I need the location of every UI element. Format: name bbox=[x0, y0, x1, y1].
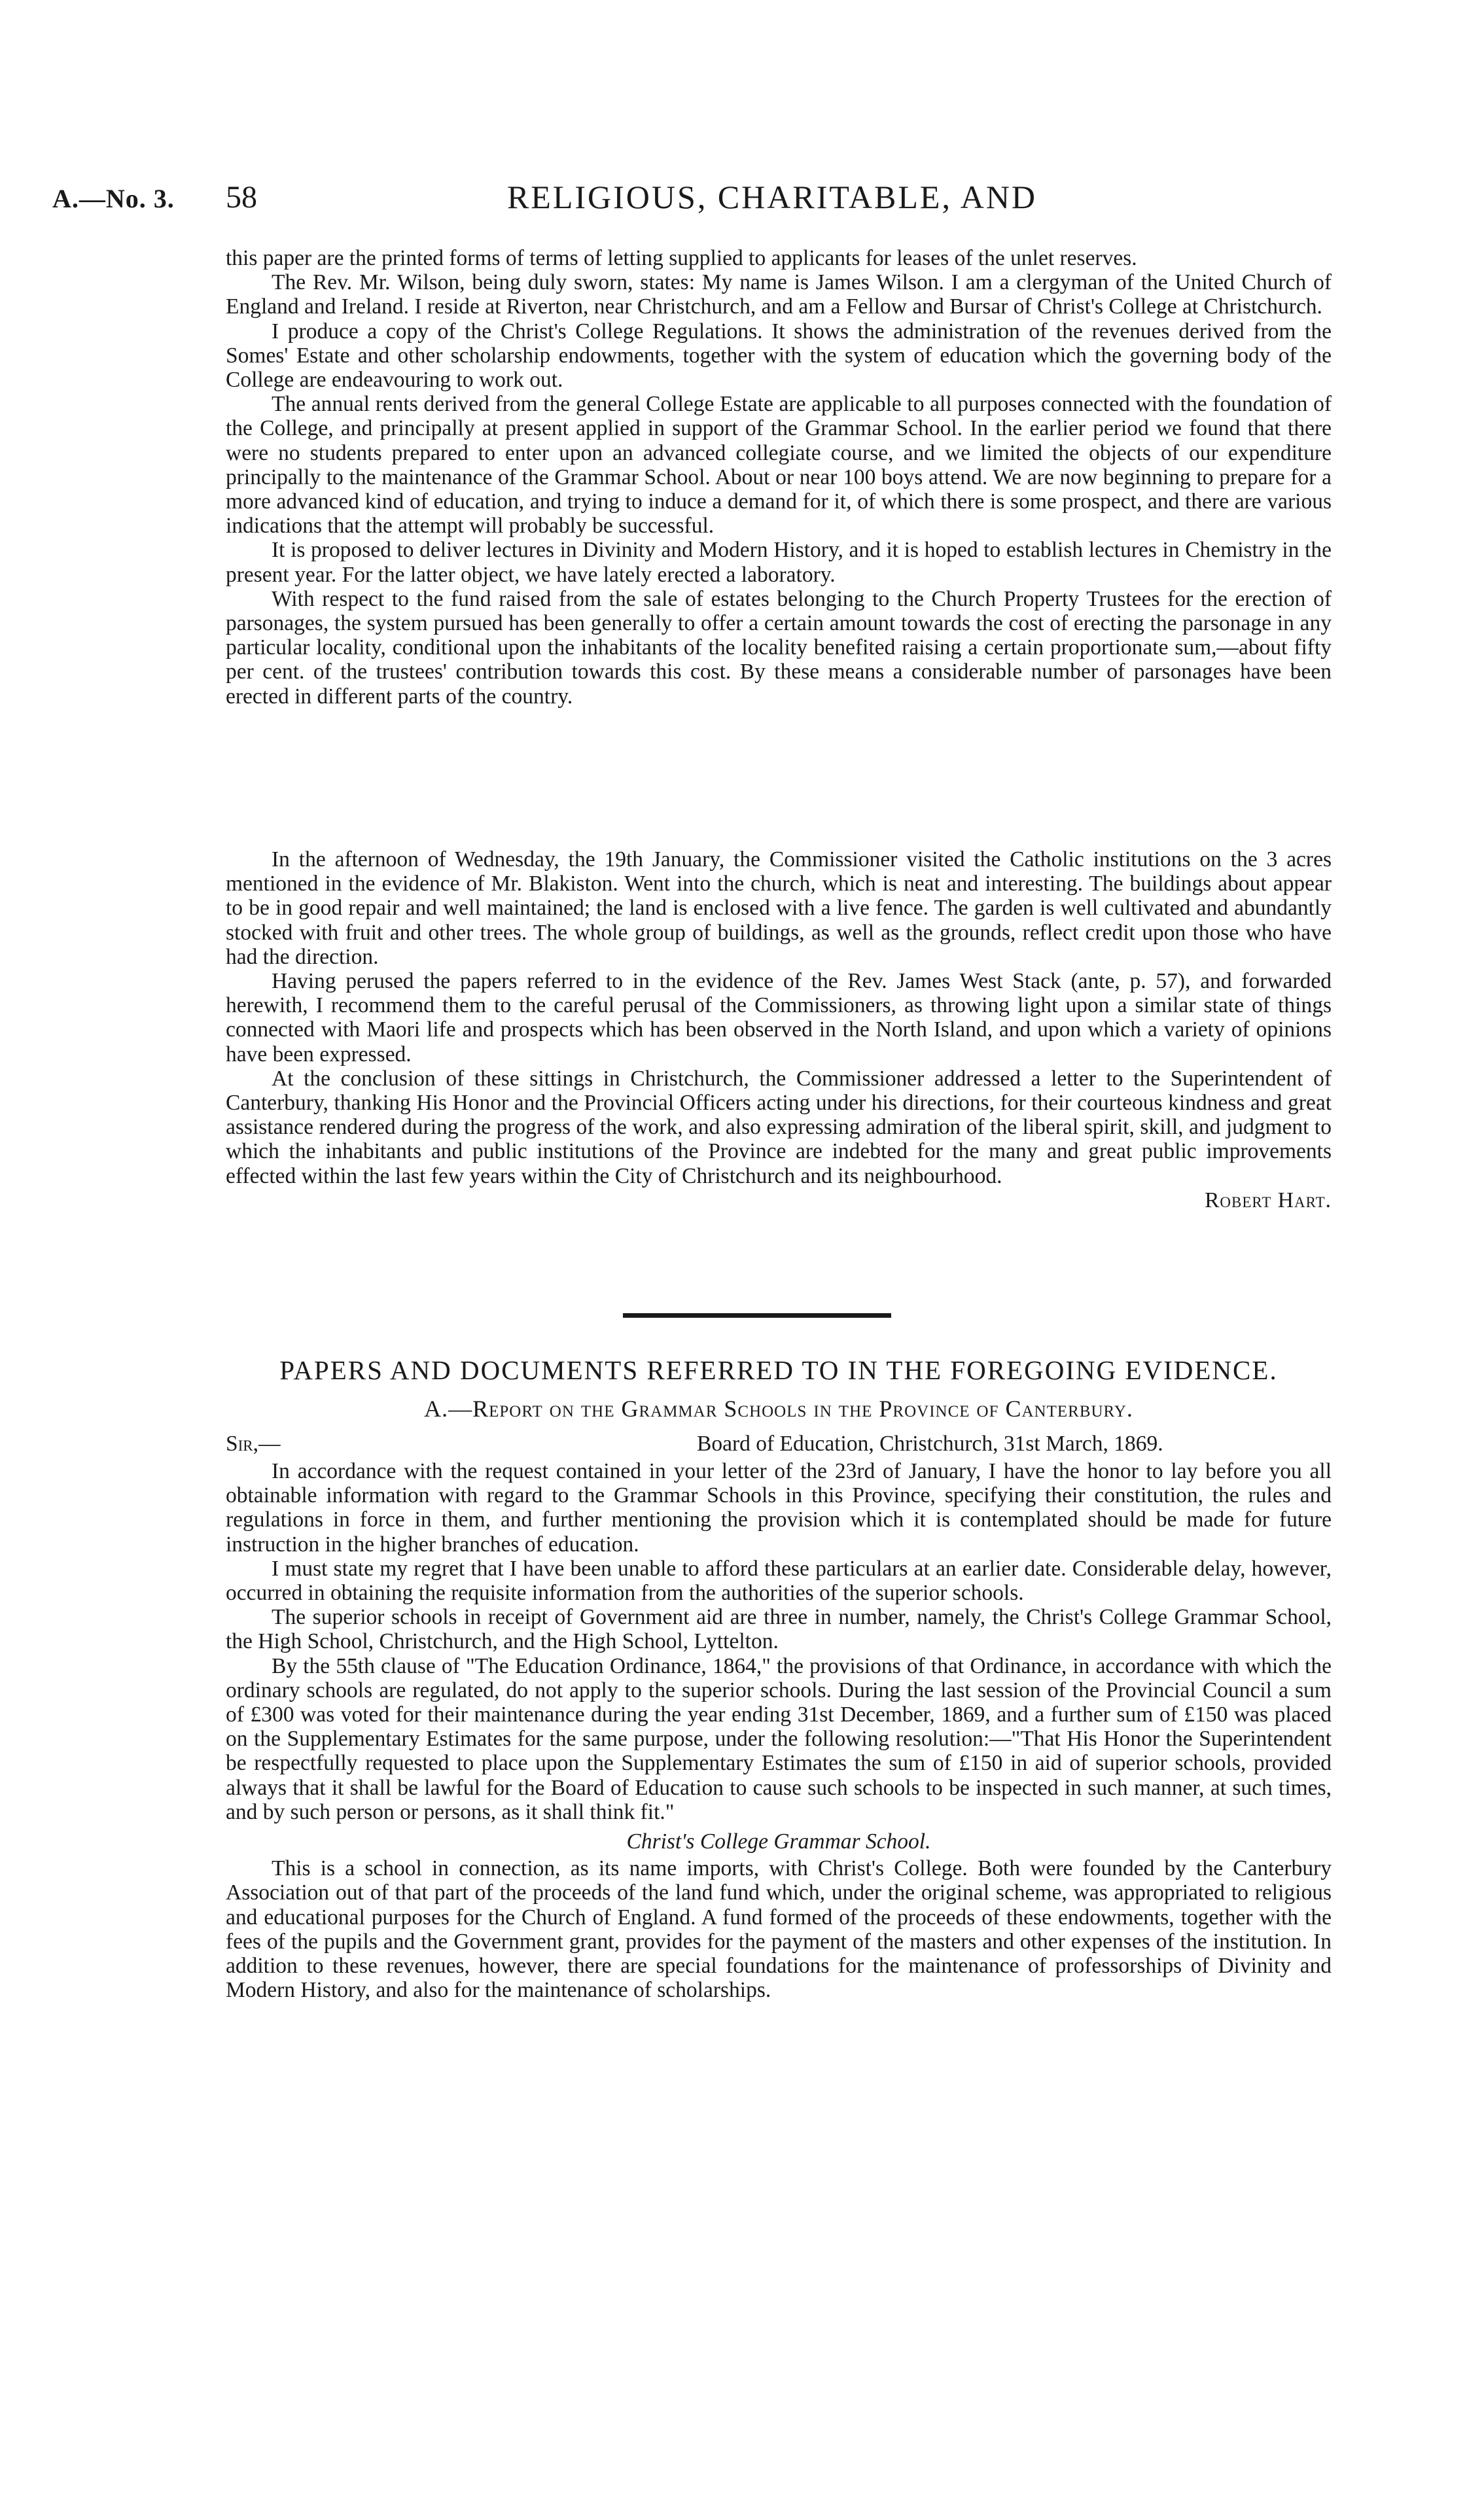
report-body bbox=[226, 1459, 1332, 2002]
paragraph: At the conclusion of these sittings in Christchurch, the Commissioner addressed a letter to the Superintendent of Canterbury, thanking His Honor and the Provincial Officers acting under his directions, for their courteous kindness and great assistance rendered during the progress of the work, and also expressing admiration of the liberal spirit, skill, and judgment to which the inhabitants and public institutions of the Province are indebted for the many and great public improvements effected within the last few years within the City of Christchurch and its neighbourhood. bbox=[226, 1066, 1332, 1188]
running-title: RELIGIOUS, CHARITABLE, AND bbox=[506, 179, 1038, 215]
letter-place-date: Board of Education, Christchurch, 31st March, 1869. bbox=[697, 1432, 1163, 1456]
paragraph: In the afternoon of Wednesday, the 19th January, the Commissioner visited the Catholic institutions on the 3 acres mentioned in the evidence of Mr. Blakiston. Went into the church, which is neat and interesting. The buildings about appear to be in good repair and well maintained; the land is enclosed with a live fence. The garden is well cultivated and abundantly stocked with fruit and other trees. The whole group of buildings, as well as the grounds, reflect credit upon those who have had the direction. bbox=[226, 847, 1332, 969]
paragraph: By the 55th clause of "The Education Ordinance, 1864," the provisions of that Ordinance, in accordance with which the ordinary schools are regulated, do not apply to the superior schools. During the last session of the Provincial Council a sum of £300 was voted for their maintenance during the year ending 31st December, 1869, and a further sum of £150 was placed on the Supplementary Estimates for the same purpose, under the following resolution:—"That His Honor the Superintendent be respectfully requested to place upon the Supplementary Estimates the sum of £150 in aid of superior schools, provided always that it shall be lawful for the Board of Education to cause such schools to be inspected in such manner, at such times, and by such person or persons, as it shall think fit." bbox=[226, 1653, 1332, 1824]
paragraph: In accordance with the request contained in your letter of the 23rd of January, I have the honor to lay before you all obtainable information with regard to the Grammar Schools in this Province, specifying their constitution, the rules and regulations in force in them, and further mentioning the provision which it is contemplated should be made for future instruction in the higher branches of education. bbox=[226, 1459, 1332, 1557]
section-divider bbox=[623, 1313, 891, 1318]
section-title: PAPERS AND DOCUMENTS REFERRED TO IN THE FOREGOING EVIDENCE. bbox=[279, 1355, 1278, 1385]
report-title bbox=[226, 1395, 1332, 1422]
report-title-text: Report on the Grammar Schools in the Province of Canterbury. bbox=[472, 1396, 1133, 1422]
salutation: Sir,— bbox=[226, 1432, 281, 1456]
paragraph: Having perused the papers referred to in the evidence of the Rev. James West Stack (ante, p. 57), and forwarded herewith, I recommend them to the careful perusal of the Commissioners, as throwing light upon a similar state of things connected with Maori life and prospects which has been observed in the North Island, and upon which a variety of opinions have been expressed. bbox=[226, 969, 1332, 1067]
page-header bbox=[52, 178, 1400, 217]
paragraph: I produce a copy of the Christ's College Regulations. It shows the administration of the revenues derived from the Somes' Estate and other scholarship endowments, together with the system of education which the governing body of the College are endeavouring to work out. bbox=[226, 319, 1332, 393]
signature: Robert Hart. bbox=[1205, 1188, 1332, 1212]
paragraph: With respect to the fund raised from the sale of estates belonging to the Church Property Trustees for the erection of parsonages, the system pursued has been generally to offer a certain amount towards the cost of erecting the parsonage in any particular locality, conditional upon the inhabitants of the locality benefited raising a certain proportionate sum,—about fifty per cent. of the trustees' contribution towards this cost. By these means a considerable number of parsonages have been erected in different parts of the country. bbox=[226, 586, 1332, 709]
paragraph: It is proposed to deliver lectures in Divinity and Modern History, and it is hoped to establish lectures in Chemistry in the present year. For the latter object, we have lately erected a laboratory. bbox=[226, 538, 1332, 587]
paragraph: I must state my regret that I have been unable to afford these particulars at an earlier date. Considerable delay, however, occurred in obtaining the requisite information from the authorities of the superior schools. bbox=[226, 1556, 1332, 1606]
report-prefix: A.— bbox=[424, 1396, 473, 1422]
evidence-block bbox=[226, 246, 1332, 709]
document-reference: A.—No. 3. bbox=[52, 184, 175, 213]
paragraph: The Rev. Mr. Wilson, being duly sworn, states: My name is James Wilson. I am a clergyman of the United Church of England and Ireland. I reside at Riverton, near Christchurch, and am a Fellow and Bursar of Christ's College at Christchurch. bbox=[226, 270, 1332, 319]
page-number: 58 bbox=[226, 180, 257, 215]
paragraph: The annual rents derived from the general College Estate are applicable to all purposes connected with the foundation of the College, and principally at present applied in support of the Grammar School. In the earlier period we found that there were no students prepared to enter upon an advanced collegiate course, and we limited the objects of our expenditure principally to the maintenance of the Grammar School. About or near 100 boys attend. We are now beginning to prepare for a more advanced kind of education, and trying to induce a demand for it, of which there is some prospect, and there are various indications that the attempt will probably be successful. bbox=[226, 392, 1332, 538]
paragraph: this paper are the printed forms of terms of letting supplied to applicants for leases of the unlet reserves. bbox=[226, 246, 1137, 270]
letter-heading bbox=[226, 1432, 1332, 1458]
subheading: Christ's College Grammar School. bbox=[626, 1829, 931, 1854]
paragraph: This is a school in connection, as its name imports, with Christ's College. Both were founded by the Canterbury Association out of that part of the proceeds of the land fund which, under the original scheme, was appropriated to religious and educational purposes for the Church of England. A fund formed of the proceeds of these endowments, together with the fees of the pupils and the Government grant, provides for the payment of the masters and other expenses of the institution. In addition to these revenues, however, there are special foundations for the maintenance of professorships of Divinity and Modern History, and also for the maintenance of scholarships. bbox=[226, 1856, 1332, 2003]
commissioner-visit-block bbox=[226, 847, 1332, 1212]
paragraph: The superior schools in receipt of Government aid are three in number, namely, the Christ's College Grammar School, the High School, Christchurch, and the High School, Lyttelton. bbox=[226, 1605, 1332, 1654]
